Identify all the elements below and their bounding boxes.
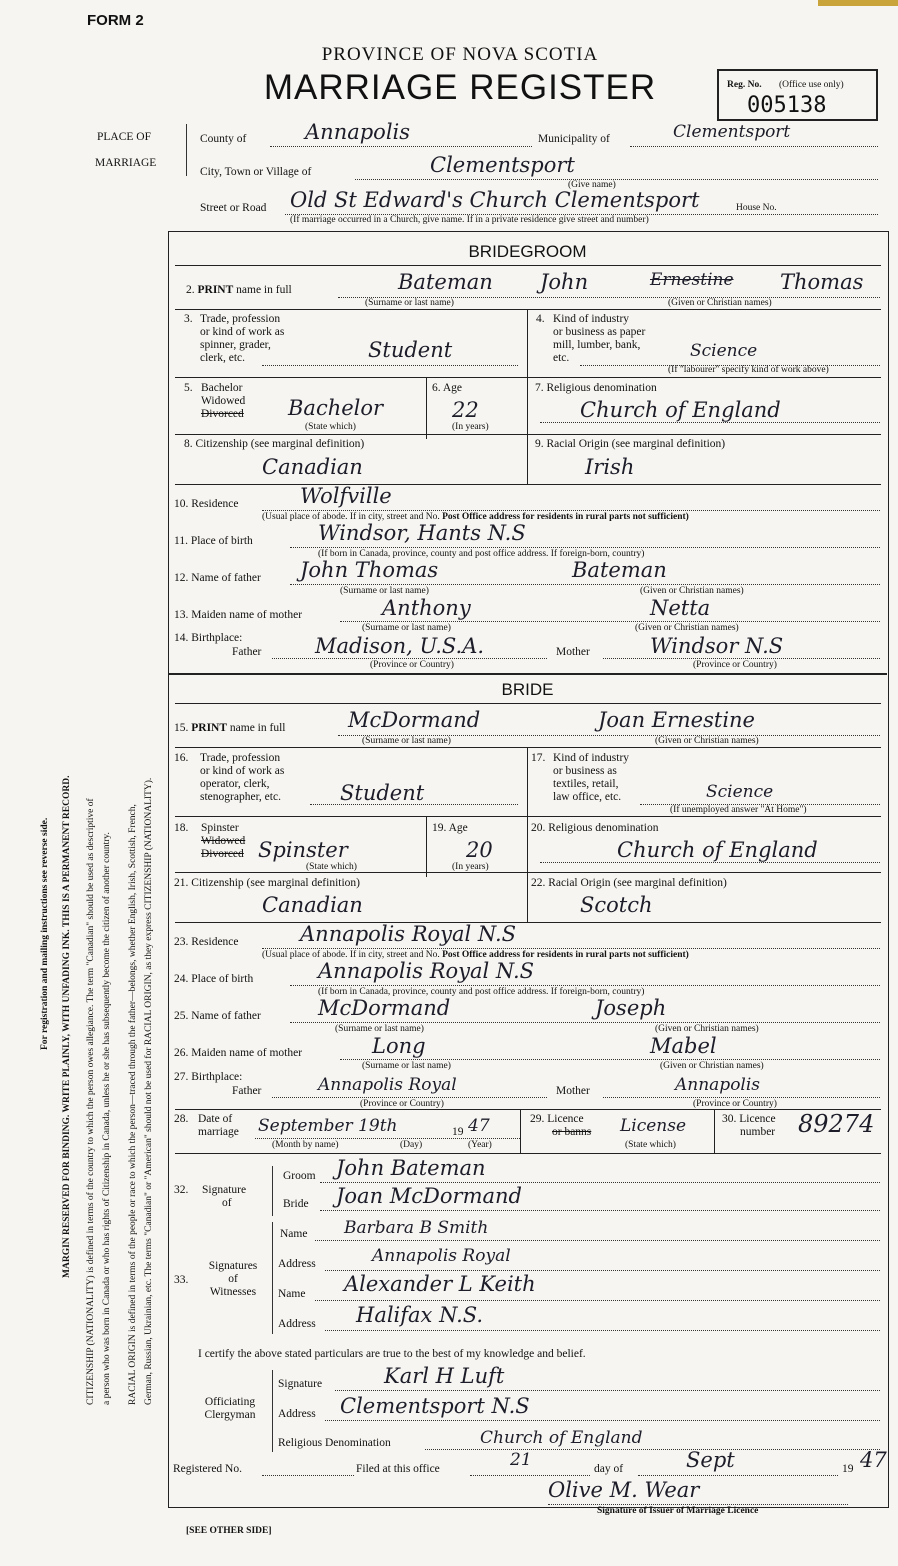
f33-label: Signatures of Witnesses — [208, 1260, 258, 1298]
bride-given: Joan Ernestine — [598, 708, 755, 732]
bride-age: 20 — [466, 838, 493, 862]
groom-birthplace-caption: (If born in Canada, province, county and post office address. If foreign-born, country) — [318, 549, 645, 559]
f19-label: 19. Age — [432, 822, 468, 834]
bride-mother-surname-caption: (Surname or last name) — [362, 1061, 451, 1071]
groom-status: Bachelor — [288, 396, 384, 420]
bride-father-birthplace: Annapolis Royal — [318, 1075, 457, 1095]
licence-type: License — [620, 1116, 687, 1136]
bride-birthplace-caption: (If born in Canada, province, county and post office address. If foreign-born, country) — [318, 987, 645, 997]
filed-year-prefix: 19 — [842, 1463, 854, 1475]
sidebar-line-2: MARGIN RESERVED FOR BINDING. WRITE PLAINLY, WITH UNFADING INK. THIS IS A PERMANENT RECORD. — [62, 775, 72, 1278]
filed-day: 21 — [510, 1450, 532, 1470]
f12-label: 12. Name of father — [174, 572, 261, 584]
bride-father-given: Joseph — [595, 996, 667, 1020]
groom-mother-bp-label: Mother — [556, 646, 590, 658]
groom-given-2: Thomas — [780, 270, 864, 294]
groom-industry-caption: (If "labourer" specify kind of work above) — [668, 365, 829, 375]
filed-label: Filed at this office — [356, 1463, 440, 1475]
reg-no-value: 005138 — [747, 93, 827, 118]
f3-label: Trade, profession or kind of work as spinner, grader, clerk, etc. — [200, 313, 285, 364]
certification-text: I certify the above stated particulars are true to the best of my knowledge and belief. — [198, 1348, 586, 1360]
groom-father-given-caption: (Given or Christian names) — [640, 586, 744, 596]
f8-label: 8. Citizenship (see marginal definition) — [184, 438, 365, 450]
f5-label: Bachelor Widowed Divorced — [201, 382, 246, 420]
groom-father-surname-caption: (Surname or last name) — [340, 586, 429, 596]
groom-age: 22 — [452, 398, 479, 422]
place-label-1: PLACE OF — [97, 131, 151, 143]
groom-surname: Bateman — [398, 270, 493, 294]
groom-mother-birthplace: Windsor N.S — [650, 634, 784, 658]
f5-num: 5. — [184, 382, 193, 394]
groom-mother-surname-caption: (Surname or last name) — [362, 623, 451, 633]
filed-year: 47 — [860, 1448, 887, 1472]
marriage-year-caption: (Year) — [468, 1140, 492, 1150]
groom-father-surname: John Thomas — [300, 558, 439, 582]
licence-type-caption: (State which) — [625, 1140, 676, 1150]
f16-label: Trade, profession or kind of work as operator, clerk, stenographer, etc. — [200, 752, 285, 803]
day-of-label: day of — [594, 1463, 624, 1475]
groom-status-caption: (State which) — [305, 422, 356, 432]
f32-num: 32. — [174, 1184, 189, 1196]
bride-mother-bp-caption: (Province or Country) — [693, 1099, 777, 1109]
f6-label: 6. Age — [432, 382, 463, 394]
f20-label: 20. Religious denomination — [531, 822, 659, 834]
bride-age-caption: (In years) — [452, 862, 489, 872]
bride-industry: Science — [706, 782, 774, 802]
clergy-rel-label: Religious Denomination — [278, 1437, 391, 1449]
f4-num: 4. — [536, 313, 545, 325]
f30-label: 30. Licence number — [722, 1113, 776, 1138]
f15-label: 15. PRINT name in full — [174, 722, 286, 734]
bride-mother-given-caption: (Given or Christian names) — [660, 1061, 764, 1071]
bride-mother-given: Mabel — [650, 1034, 717, 1058]
bride-status: Spinster — [258, 838, 348, 862]
w2-name: Alexander L Keith — [344, 1272, 536, 1296]
f23-label: 23. Residence — [174, 936, 239, 948]
w1-address-label: Address — [278, 1258, 316, 1270]
province-heading: PROVINCE OF NOVA SCOTIA — [321, 44, 599, 65]
f2-label: 2. PRINT name in full — [186, 284, 292, 296]
bride-residence-caption: (Usual place of abode. If in city, street and No. Post Office address for residents in rural parts not sufficient) — [262, 950, 689, 960]
bride-father-surname: McDormand — [318, 996, 451, 1020]
groom-mother-given: Netta — [650, 596, 711, 620]
clergy-label: Officiating Clergyman — [204, 1396, 256, 1421]
form-number: FORM 2 — [87, 12, 144, 29]
bride-sig-label: Bride — [283, 1198, 309, 1210]
f28-num: 28. — [174, 1113, 189, 1125]
f9-label: 9. Racial Origin (see marginal definition) — [535, 438, 726, 450]
groom-mother-bp-caption: (Province or Country) — [693, 660, 777, 670]
filed-month: Sept — [686, 1448, 735, 1472]
groom-given: John — [540, 270, 589, 294]
clergy-signature: Karl H Luft — [384, 1364, 505, 1388]
marriage-day-caption: (Day) — [400, 1140, 423, 1150]
f14-label: 14. Birthplace: — [174, 632, 243, 644]
bride-father-bp-label: Father — [232, 1085, 262, 1097]
f11-label: 11. Place of birth — [174, 535, 253, 547]
page-title: MARRIAGE REGISTER — [263, 68, 657, 107]
groom-mother-surname: Anthony — [382, 596, 471, 620]
marriage-month-caption: (Month by name) — [272, 1140, 339, 1150]
reg-no-box — [717, 69, 878, 121]
sidebar-line-6: German, Russian, Ukrainian, etc. The terms "Canadian" or "American" should not be used for RACIAL ORIGIN, as they express CITIZENSHIP (NATIONALITY). — [144, 777, 154, 1405]
f3-num: 3. — [184, 313, 193, 325]
f17-label: Kind of industry or business as textiles, retail, law office, etc. — [553, 752, 630, 803]
w1-address: Annapolis Royal — [372, 1246, 511, 1266]
groom-given-struck: Ernestine — [650, 270, 734, 290]
f13-label: 13. Maiden name of mother — [174, 609, 303, 621]
groom-religion: Church of England — [580, 398, 781, 422]
groom-residence-caption: (Usual place of abode. If in city, street and No. Post Office address for residents in rural parts not sufficient) — [262, 512, 689, 522]
bride-mother-surname: Long — [372, 1034, 426, 1058]
groom-father-birthplace: Madison, U.S.A. — [315, 634, 485, 658]
sidebar-line-4: a person who was born in Canada or who has rights of Citizenship in Canada, unless he or she has subsequently become the citizen of another country. — [102, 832, 112, 1405]
w1-name-label: Name — [280, 1228, 308, 1240]
f17-num: 17. — [531, 752, 546, 764]
w1-name: Barbara B Smith — [344, 1218, 489, 1238]
w2-name-label: Name — [278, 1288, 306, 1300]
bride-religion: Church of England — [617, 838, 818, 862]
bride-industry-caption: (If unemployed answer "At Home") — [670, 805, 807, 815]
w2-address-label: Address — [278, 1318, 316, 1330]
bride-status-caption: (State which) — [306, 862, 357, 872]
groom-age-caption: (In years) — [452, 422, 489, 432]
sidebar-line-3: CITIZENSHIP (NATIONALITY) is defined in terms of the country to which the person owes allegiance. The term "Canadian" should be used as descriptive of — [86, 798, 96, 1405]
city-value: Clementsport — [430, 153, 575, 177]
sidebar-line-5: RACIAL ORIGIN is defined in terms of the people or race to which the person—traced through the father—belongs, whether English, Irish, Scottish, French, — [128, 804, 138, 1405]
bride-mother-bp-label: Mother — [556, 1085, 590, 1097]
bride-birthplace: Annapolis Royal N.S — [318, 959, 535, 983]
sig-brace — [272, 1166, 279, 1216]
groom-citizenship: Canadian — [262, 455, 363, 479]
f27-label: 27. Birthplace: — [174, 1071, 243, 1083]
bride-trade: Student — [340, 781, 425, 805]
f18-label: Spinster Widowed Divorced — [201, 822, 246, 860]
house-no-label: House No. — [736, 203, 777, 213]
clergy-address-label: Address — [278, 1408, 316, 1420]
street-value: Old St Edward's Church Clementsport — [290, 188, 700, 212]
municipality-label: Municipality of — [538, 133, 610, 145]
f7-label: 7. Religious denomination — [535, 382, 657, 394]
groom-racial: Irish — [585, 455, 635, 479]
licence-number: 89274 — [798, 1110, 875, 1138]
tab-marker — [818, 0, 898, 6]
groom-heading: BRIDEGROOM — [468, 242, 587, 261]
groom-surname-caption: (Surname or last name) — [365, 298, 454, 308]
f33-num: 33. — [174, 1274, 189, 1286]
f29-label: 29. Licence or banns — [530, 1113, 592, 1138]
clergy-address: Clementsport N.S — [340, 1394, 530, 1418]
bride-citizenship: Canadian — [262, 893, 363, 917]
municipality-value: Clementsport — [673, 122, 791, 142]
groom-birthplace: Windsor, Hants N.S — [318, 521, 526, 545]
f4-label: Kind of industry or business as paper mill, lumber, bank, etc. — [553, 313, 646, 364]
place-brace — [186, 124, 193, 176]
groom-father-bp-label: Father — [232, 646, 262, 658]
county-value: Annapolis — [305, 120, 411, 144]
bride-surname: McDormand — [348, 708, 481, 732]
f22-label: 22. Racial Origin (see marginal definition) — [531, 877, 727, 889]
f24-label: 24. Place of birth — [174, 973, 254, 985]
bride-father-given-caption: (Given or Christian names) — [655, 1024, 759, 1034]
groom-industry: Science — [690, 341, 758, 361]
f10-label: 10. Residence — [174, 498, 239, 510]
see-other-side: [SEE OTHER SIDE] — [186, 1526, 272, 1536]
f18-num: 18. — [174, 822, 189, 834]
city-label: City, Town or Village of — [200, 166, 312, 178]
groom-given-caption: (Given or Christian names) — [668, 298, 772, 308]
f16-num: 16. — [174, 752, 189, 764]
bride-racial: Scotch — [580, 893, 653, 917]
marriage-date: September 19th — [258, 1116, 398, 1136]
street-caption: (If marriage occurred in a Church, give name. If in a private residence give street and number) — [290, 215, 649, 225]
groom-father-given: Bateman — [572, 558, 667, 582]
place-label-2: MARRIAGE — [95, 157, 157, 169]
bride-surname-caption: (Surname or last name) — [362, 736, 451, 746]
street-label: Street or Road — [200, 202, 267, 214]
w2-address: Halifax N.S. — [356, 1303, 484, 1327]
sidebar-line-1: For registration and mailing instructions see reverse side. — [40, 817, 50, 1050]
give-name-caption: (Give name) — [568, 180, 616, 190]
reg-no-label: Reg. No. — [727, 80, 762, 90]
bride-given-caption: (Given or Christian names) — [655, 736, 759, 746]
bride-signature: Joan McDormand — [336, 1184, 522, 1208]
f32-label: Signature of — [202, 1184, 247, 1209]
groom-sig-label: Groom — [283, 1170, 316, 1182]
f21-label: 21. Citizenship (see marginal definition) — [174, 877, 360, 889]
groom-father-bp-caption: (Province or Country) — [370, 660, 454, 670]
registered-no-label: Registered No. — [173, 1463, 242, 1475]
bride-father-surname-caption: (Surname or last name) — [335, 1024, 424, 1034]
f25-label: 25. Name of father — [174, 1010, 261, 1022]
groom-trade: Student — [368, 338, 453, 362]
issuer-signature: Olive M. Wear — [548, 1478, 700, 1502]
bride-heading: BRIDE — [501, 680, 554, 699]
reg-no-note: (Office use only) — [779, 80, 844, 90]
bride-residence: Annapolis Royal N.S — [300, 922, 517, 946]
clergy-sig-label: Signature — [278, 1378, 323, 1390]
marriage-year: 47 — [468, 1116, 490, 1136]
bride-mother-birthplace: Annapolis — [675, 1075, 761, 1095]
marriage-year-prefix: 19 — [452, 1126, 464, 1138]
groom-signature: John Bateman — [336, 1156, 486, 1180]
f28-label: Date of marriage — [198, 1113, 239, 1138]
f26-label: 26. Maiden name of mother — [174, 1047, 303, 1059]
bride-father-bp-caption: (Province or Country) — [360, 1099, 444, 1109]
county-label: County of — [200, 133, 247, 145]
clergy-denomination: Church of England — [480, 1428, 643, 1448]
groom-mother-given-caption: (Given or Christian names) — [635, 623, 739, 633]
issuer-caption: Signature of Issuer of Marriage Licence — [597, 1506, 759, 1516]
groom-residence: Wolfville — [300, 484, 392, 508]
